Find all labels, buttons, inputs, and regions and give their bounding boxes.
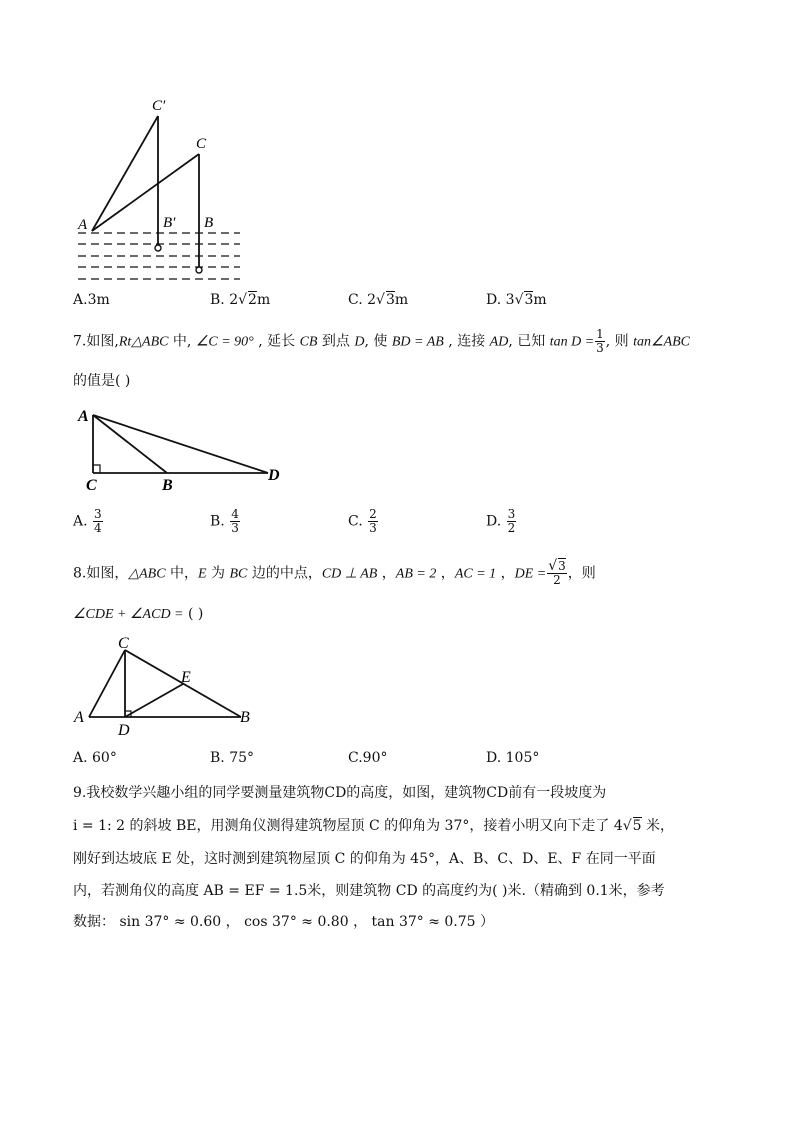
q7-label-a: A	[78, 408, 89, 425]
q8-label-e: E	[181, 669, 191, 686]
q7-option-a[interactable]: A. $\frac{3}{4}$	[73, 507, 102, 535]
q7-figure	[70, 404, 290, 494]
q7-option-b[interactable]: B. $\frac{4}{3}$	[210, 507, 239, 535]
line-a-cprime	[92, 116, 158, 231]
q8-stem-line2: ∠CDE + ∠ACD = ( )	[73, 606, 204, 622]
q8-de-fraction: $\frac{√3}{2}$	[548, 558, 566, 587]
right-angle-mark	[93, 465, 100, 473]
pole-base-bprime	[155, 245, 161, 251]
q6-option-b[interactable]: B. 2√2m	[210, 292, 271, 308]
q9-stem-line2: i = 1: 2 的斜坡 BE，用测角仪测得建筑物屋顶 C 的仰角为 37°，接着小明又向下走了 4√5 米，	[73, 818, 675, 834]
q9-stem-line5: 数据： sin 37° ≈ 0.60 ， cos 37° ≈ 0.80 ， tan 37° ≈ 0.75 ）	[73, 914, 495, 930]
label-b: B	[204, 215, 214, 231]
label-b-prime: B′	[163, 215, 176, 231]
q7-label-b: B	[162, 477, 173, 494]
label-c-prime: C′	[152, 98, 166, 114]
q8-option-c[interactable]: C.90°	[348, 750, 388, 766]
q7-option-d[interactable]: D. $\frac{3}{2}$	[486, 507, 516, 535]
q8-option-a[interactable]: A. 60°	[73, 750, 117, 766]
q8-figure	[70, 632, 270, 740]
q8-label-a: A	[74, 709, 84, 726]
q9-stem-line3: 刚好到达坡底 E 处，这时测到建筑物屋顶 C 的仰角为 45°，A、B、C、D、E、F 在同一平面	[73, 851, 656, 867]
q7-label-d: D	[268, 467, 280, 484]
q9-stem-line4: 内，若测角仪的高度 AB = EF = 1.5米，则建筑物 CD 的高度约为( )米.（精确到 0.1米，参考	[73, 883, 665, 899]
q8-stem-line1: 8.如图，△ABC 中，E 为 BC 边的中点，CD ⊥ AB ，AB = 2 ，AC = 1 ，DE = $\frac{√3}{2}$ ，则	[73, 558, 596, 587]
q7-stem-line1: 7.如图,Rt△ABC 中, ∠C = 90° , 延长 CB 到点 D, 使 BD = AB , 连接 AD, 已知 tan D = $\frac{1}{3}$ , 则 tan∠ABC	[73, 327, 691, 355]
label-a: A	[78, 217, 88, 233]
q7-option-c[interactable]: C. $\frac{2}{3}$	[348, 507, 377, 535]
q8-option-d[interactable]: D. 105°	[486, 750, 540, 766]
q6-figure	[70, 92, 250, 287]
pole-base-b	[196, 267, 202, 273]
q7-label-c: C	[86, 477, 97, 494]
label-c: C	[196, 136, 207, 152]
q9-stem-line1: 9.我校数学兴趣小组的同学要测量建筑物CD的高度，如图，建筑物CD前有一段坡度为	[73, 785, 607, 801]
line-a-c	[92, 154, 199, 231]
q7-stem-line2: 的值是( )	[73, 373, 131, 389]
water-dashes	[78, 233, 240, 279]
q6-option-d[interactable]: D. 3√3m	[486, 292, 547, 308]
q8-label-d: D	[118, 722, 130, 739]
q8-label-c: C	[118, 635, 129, 652]
q6-option-a[interactable]: A.3m	[73, 292, 110, 308]
q6-option-c[interactable]: C. 2√3m	[348, 292, 409, 308]
q8-option-b[interactable]: B. 75°	[210, 750, 255, 766]
q8-label-b: B	[240, 709, 250, 726]
q7-tan-fraction: $\frac{1}{3}$	[596, 327, 604, 355]
